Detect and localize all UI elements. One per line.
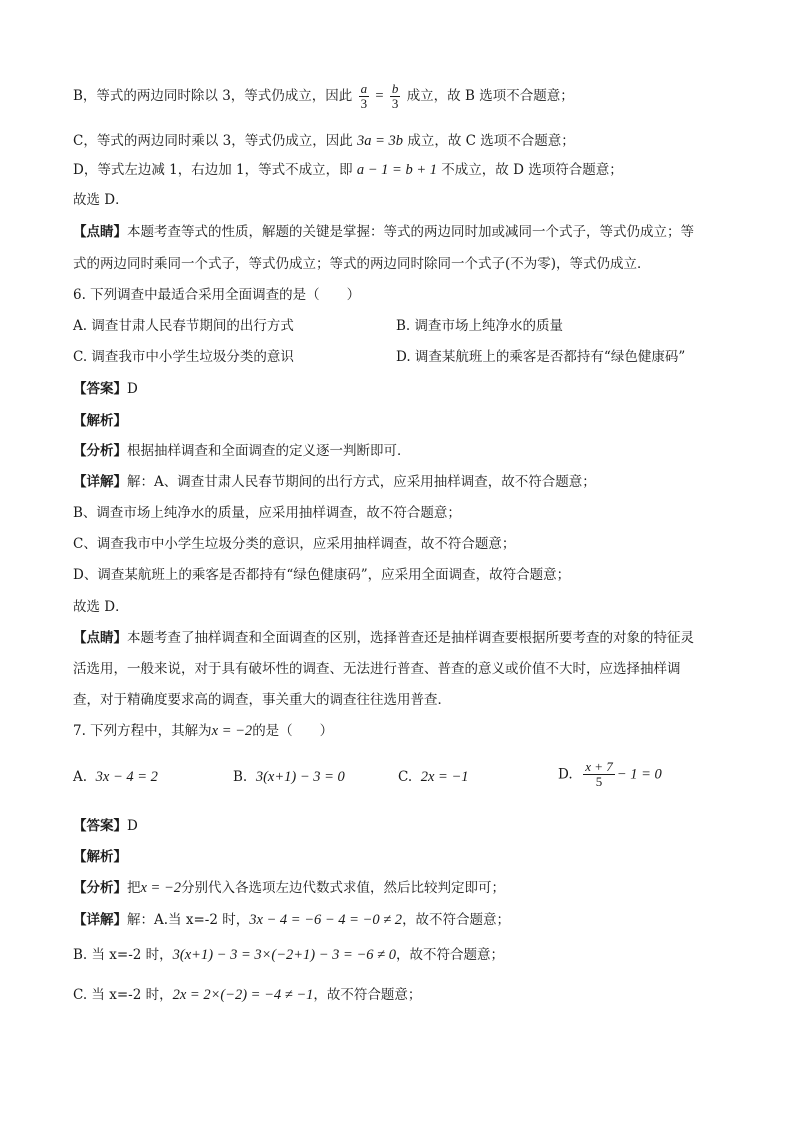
q5-choose: 故选 D．: [73, 192, 129, 208]
q6-detail-d: D、调查某航班上的乘客是否都持有“绿色健康码”，应采用全面调查，故符合题意；: [73, 567, 571, 583]
q7-option-d: D. $\frac{x + 7}{5}$ − 1 = 0: [558, 759, 662, 789]
q5-note-line2: 式的两边同时乘同一个式子，等式仍成立；等式的两边同时除同一个式子(不为零)，等式仍成立．: [73, 256, 651, 272]
q7-answer: 【答案】D: [73, 818, 138, 834]
q6-answer: 【答案】D: [73, 381, 138, 397]
q6-option-c: C. 调查我市中小学生垃圾分类的意识: [73, 349, 294, 365]
q7-option-c: C. 2x = −1: [398, 769, 469, 785]
q6-note-line2: 活选用，一般来说，对于具有破坏性的调查、无法进行普查、普查的意义或价值不大时，应选择抽样调: [73, 661, 681, 677]
q7-detail-b: B. 当 x=-2 时，3(x+1) − 3 = 3×(−2+1) − 3 = −6 ≠ 0，故不符合题意；: [73, 947, 504, 963]
q5-note-line1: 【点睛】本题考查等式的性质，解题的关键是掌握：等式的两边同时加或减同一个式子，等式仍成立；等: [73, 224, 694, 240]
q7-option-a: A. 3x − 4 = 2: [73, 769, 158, 785]
analysis-b-line: B，等式的两边同时除以 3，等式仍成立，因此 $\frac{a}{3}$ = $\frac{b}{3}$ 成立，故 B 选项不合题意；: [73, 81, 574, 111]
q7-analysis-heading: 【解析】: [73, 849, 127, 865]
q6-option-d: D. 调查某航班上的乘客是否都持有“绿色健康码”: [396, 349, 686, 365]
analysis-d-line: D，等式左边减 1，右边加 1，等式不成立，即 a − 1 = b + 1 不成立，故 D 选项符合题意；: [73, 162, 623, 178]
fraction-x-plus-7-over-5: $\frac{x + 7}{5}$: [585, 759, 613, 789]
fraction-b-over-3: $\frac{b}{3}$: [391, 81, 399, 111]
q6-detail-b: B、调查市场上纯净水的质量，应采用抽样调查，故不符合题意；: [73, 505, 461, 521]
q7-analyze: 【分析】把x = −2分别代入各选项左边代数式求值，然后比较判定即可；: [73, 880, 506, 896]
q7-detail-c: C. 当 x=-2 时，2x = 2×(−2) = −4 ≠ −1，故不符合题意；: [73, 987, 422, 1003]
fraction-a-over-3: $\frac{a}{3}$: [360, 81, 368, 111]
q6-analysis-heading: 【解析】: [73, 413, 127, 429]
q6-note-line1: 【点睛】本题考查了抽样调查和全面调查的区别，选择普查还是抽样调查要根据所要考查的对象的特征灵: [73, 630, 694, 646]
q7-stem: 7. 下列方程中，其解为x = −2的是（ ）: [73, 723, 334, 739]
q6-note-line3: 查，对于精确度要求高的调查，事关重大的调查往往选用普查．: [73, 692, 451, 708]
q6-detail-a: 【详解】解：A、调查甘肃人民春节期间的出行方式，应采用抽样调查，故不符合题意；: [73, 474, 596, 490]
q7-option-b: B. 3(x+1) − 3 = 0: [233, 769, 345, 785]
q6-stem: 6. 下列调查中最适合采用全面调查的是（ ）: [73, 287, 361, 303]
q6-option-b: B. 调查市场上纯净水的质量: [396, 318, 564, 334]
q6-analyze: 【分析】根据抽样调查和全面调查的定义逐一判断即可．: [73, 443, 411, 459]
q6-choose: 故选 D．: [73, 599, 129, 615]
analysis-c-line: C，等式的两边同时乘以 3，等式仍成立，因此 3a = 3b 成立，故 C 选项不合题意；: [73, 133, 575, 149]
q6-option-a: A. 调查甘肃人民春节期间的出行方式: [73, 318, 294, 334]
q6-detail-c: C、调查我市中小学生垃圾分类的意识，应采用抽样调查，故不符合题意；: [73, 536, 516, 552]
q7-detail-a: 【详解】解：A.当 x=-2 时，3x − 4 = −6 − 4 = −0 ≠ 2，故不符合题意；: [73, 912, 511, 928]
